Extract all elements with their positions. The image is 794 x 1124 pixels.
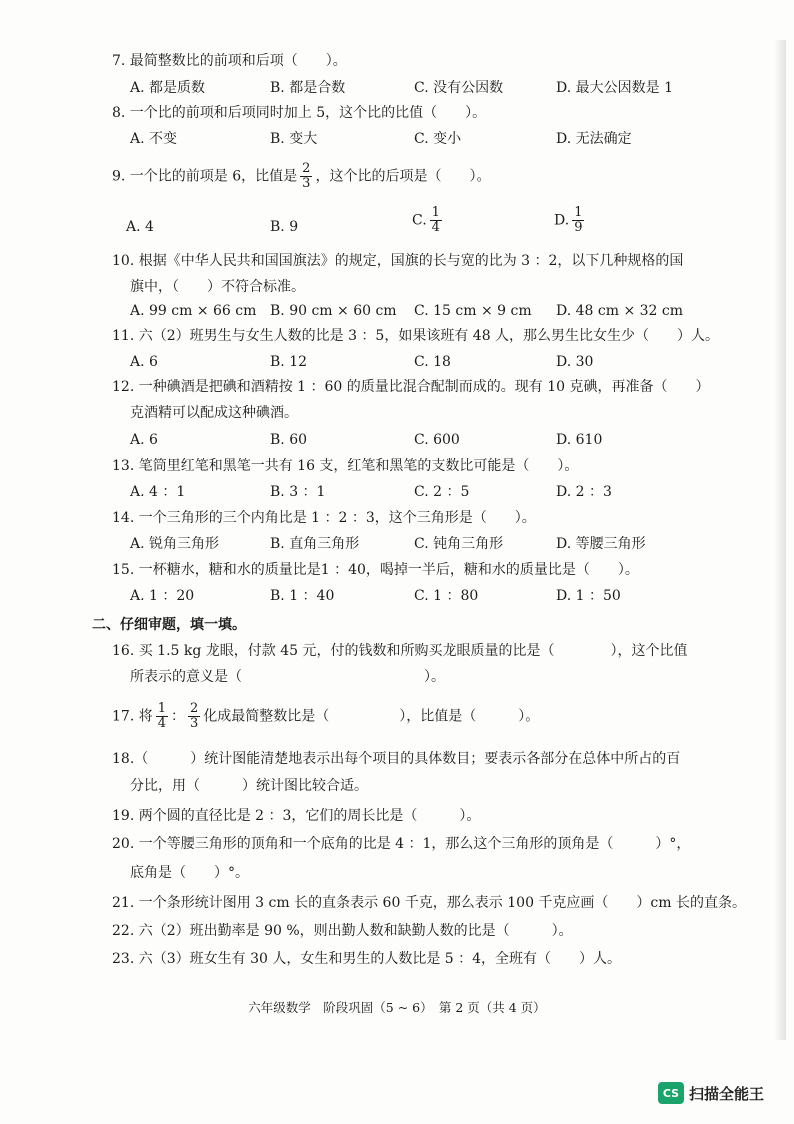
question-16-cont: 所表示的意义是（ ）。 [130, 669, 445, 685]
q11-option-d: D. 30 [556, 354, 594, 370]
q12-option-d: D. 610 [556, 432, 603, 448]
question-22: 22. 六（2）班出勤率是 90 %，则出勤人数和缺勤人数的比是（ ）。 [112, 923, 573, 939]
q7-option-d: D. 最大公因数是 1 [556, 80, 673, 96]
question-21: 21. 一个条形统计图用 3 cm 长的直条表示 60 千克，那么表示 100 千克应画（ ）cm 长的直条。 [112, 895, 746, 911]
q9-option-c: C. $\frac{1}{4}$ [412, 205, 440, 235]
section-2-title: 二、仔细审题，填一填。 [92, 617, 246, 633]
q13-option-d: D. 2 ：3 [556, 484, 612, 500]
q7-option-c: C. 没有公因数 [414, 80, 504, 96]
question-20-cont: 底角是（ ）°。 [130, 865, 249, 881]
q11-option-c: C. 18 [414, 354, 451, 370]
q13-option-b: B. 3 ：1 [270, 484, 326, 500]
page-footer: 六年级数学 阶段巩固（5 ~ 6） 第 2 页（共 4 页） [248, 1000, 546, 1015]
q14-option-c: C. 钝角三角形 [414, 536, 504, 552]
q11-option-b: B. 12 [270, 354, 308, 370]
q15-option-b: B. 1 ：40 [270, 588, 335, 604]
question-8: 8. 一个比的前项和后项同时加上 5，这个比的比值（ ）。 [112, 105, 487, 121]
question-13: 13. 笔筒里红笔和黑笔一共有 16 支，红笔和黑笔的支数比可能是（ ）。 [112, 458, 579, 474]
question-18-cont: 分比，用（ ）统计图比较合适。 [130, 778, 368, 794]
q15-option-d: D. 1 ：50 [556, 588, 621, 604]
q10-option-d: D. 48 cm × 32 cm [556, 303, 684, 319]
scanner-watermark [658, 1081, 764, 1105]
q9-stem-post: ，这个比的后项是（ ）。 [315, 168, 491, 185]
q14-option-b: B. 直角三角形 [270, 536, 360, 552]
q15-option-a: A. 1 ：20 [130, 588, 195, 604]
question-16: 16. 买 1.5 kg 龙眼，付款 45 元，付的钱数和所购买龙眼质量的比是（ ），这个比值 [112, 643, 688, 659]
q11-option-a: A. 6 [130, 354, 158, 370]
question-12: 12. 一种碘酒是把碘和酒精按 1 ：60 的质量比混合配制而成的。现有 10 克碘，再准备（ ） [112, 379, 710, 395]
q8-option-c: C. 变小 [414, 131, 462, 147]
q10-option-a: A. 99 cm × 66 cm [130, 303, 257, 319]
question-11: 11. 六（2）班男生与女生人数的比是 3 ：5，如果该班有 48 人，那么男生比女生少（ ）人。 [112, 328, 720, 344]
question-17: 17. 将 $\frac{1}{4}$ ： $\frac{2}{3}$ 化成最简整数比是（ ），比值是（ ）。 [112, 701, 540, 731]
q15-option-c: C. 1 ：80 [414, 588, 479, 604]
page-edge-shadow [774, 40, 786, 1040]
q12-option-a: A. 6 [130, 432, 158, 448]
question-10: 10. 根据《中华人民共和国国旗法》的规定，国旗的长与宽的比为 3 ：2，以下几种规格的国 [112, 253, 684, 269]
q10-option-b: B. 90 cm × 60 cm [270, 303, 397, 319]
q13-option-c: C. 2 ：5 [414, 484, 470, 500]
q8-option-d: D. 无法确定 [556, 131, 632, 147]
q7-option-b: B. 都是合数 [270, 80, 346, 96]
question-18: 18.（ ）统计图能清楚地表示出每个项目的具体数目；要表示各部分在总体中所占的百 [112, 751, 681, 767]
camscanner-logo-icon: CS [658, 1082, 684, 1104]
q8-option-b: B. 变大 [270, 131, 318, 147]
q9-fraction: $\frac{2}{3}$ [302, 161, 311, 191]
q12-option-b: B. 60 [270, 432, 308, 448]
question-15: 15. 一杯糖水，糖和水的质量比是1 ：40，喝掉一半后，糖和水的质量比是（ ）。 [112, 562, 639, 578]
question-10-cont: 旗中，（ ）不符合标准。 [130, 279, 305, 295]
q14-option-d: D. 等腰三角形 [556, 536, 646, 552]
q9-option-d: D. $\frac{1}{9}$ [554, 205, 583, 235]
q14-option-a: A. 锐角三角形 [130, 536, 220, 552]
q7-option-a: A. 都是质数 [130, 80, 206, 96]
q8-option-a: A. 不变 [130, 131, 178, 147]
question-9 [112, 162, 490, 191]
q9-option-a: A. 4 [126, 219, 154, 235]
question-20: 20. 一个等腰三角形的顶角和一个底角的比是 4 ：1，那么这个三角形的顶角是（ ）°， [112, 836, 691, 852]
question-12-cont: 克酒精可以配成这种碘酒。 [130, 405, 298, 421]
q13-option-a: A. 4 ：1 [130, 484, 186, 500]
q9-stem-pre: 9. 一个比的前项是 6，比值是 [112, 168, 298, 185]
q9-option-b: B. 9 [270, 219, 299, 235]
question-7: 7. 最简整数比的前项和后项（ ）。 [112, 53, 347, 69]
question-23: 23. 六（3）班女生有 30 人，女生和男生的人数比是 5 ：4，全班有（ ）人。 [112, 951, 622, 967]
question-19: 19. 两个圆的直径比是 2 ：3，它们的周长比是（ ）。 [112, 808, 481, 824]
question-14: 14. 一个三角形的三个内角比是 1 ：2 ：3，这个三角形是（ ）。 [112, 510, 536, 526]
q12-option-c: C. 600 [414, 432, 460, 448]
watermark-text: 扫描全能王 [689, 1084, 765, 1103]
q10-option-c: C. 15 cm × 9 cm [414, 303, 532, 319]
